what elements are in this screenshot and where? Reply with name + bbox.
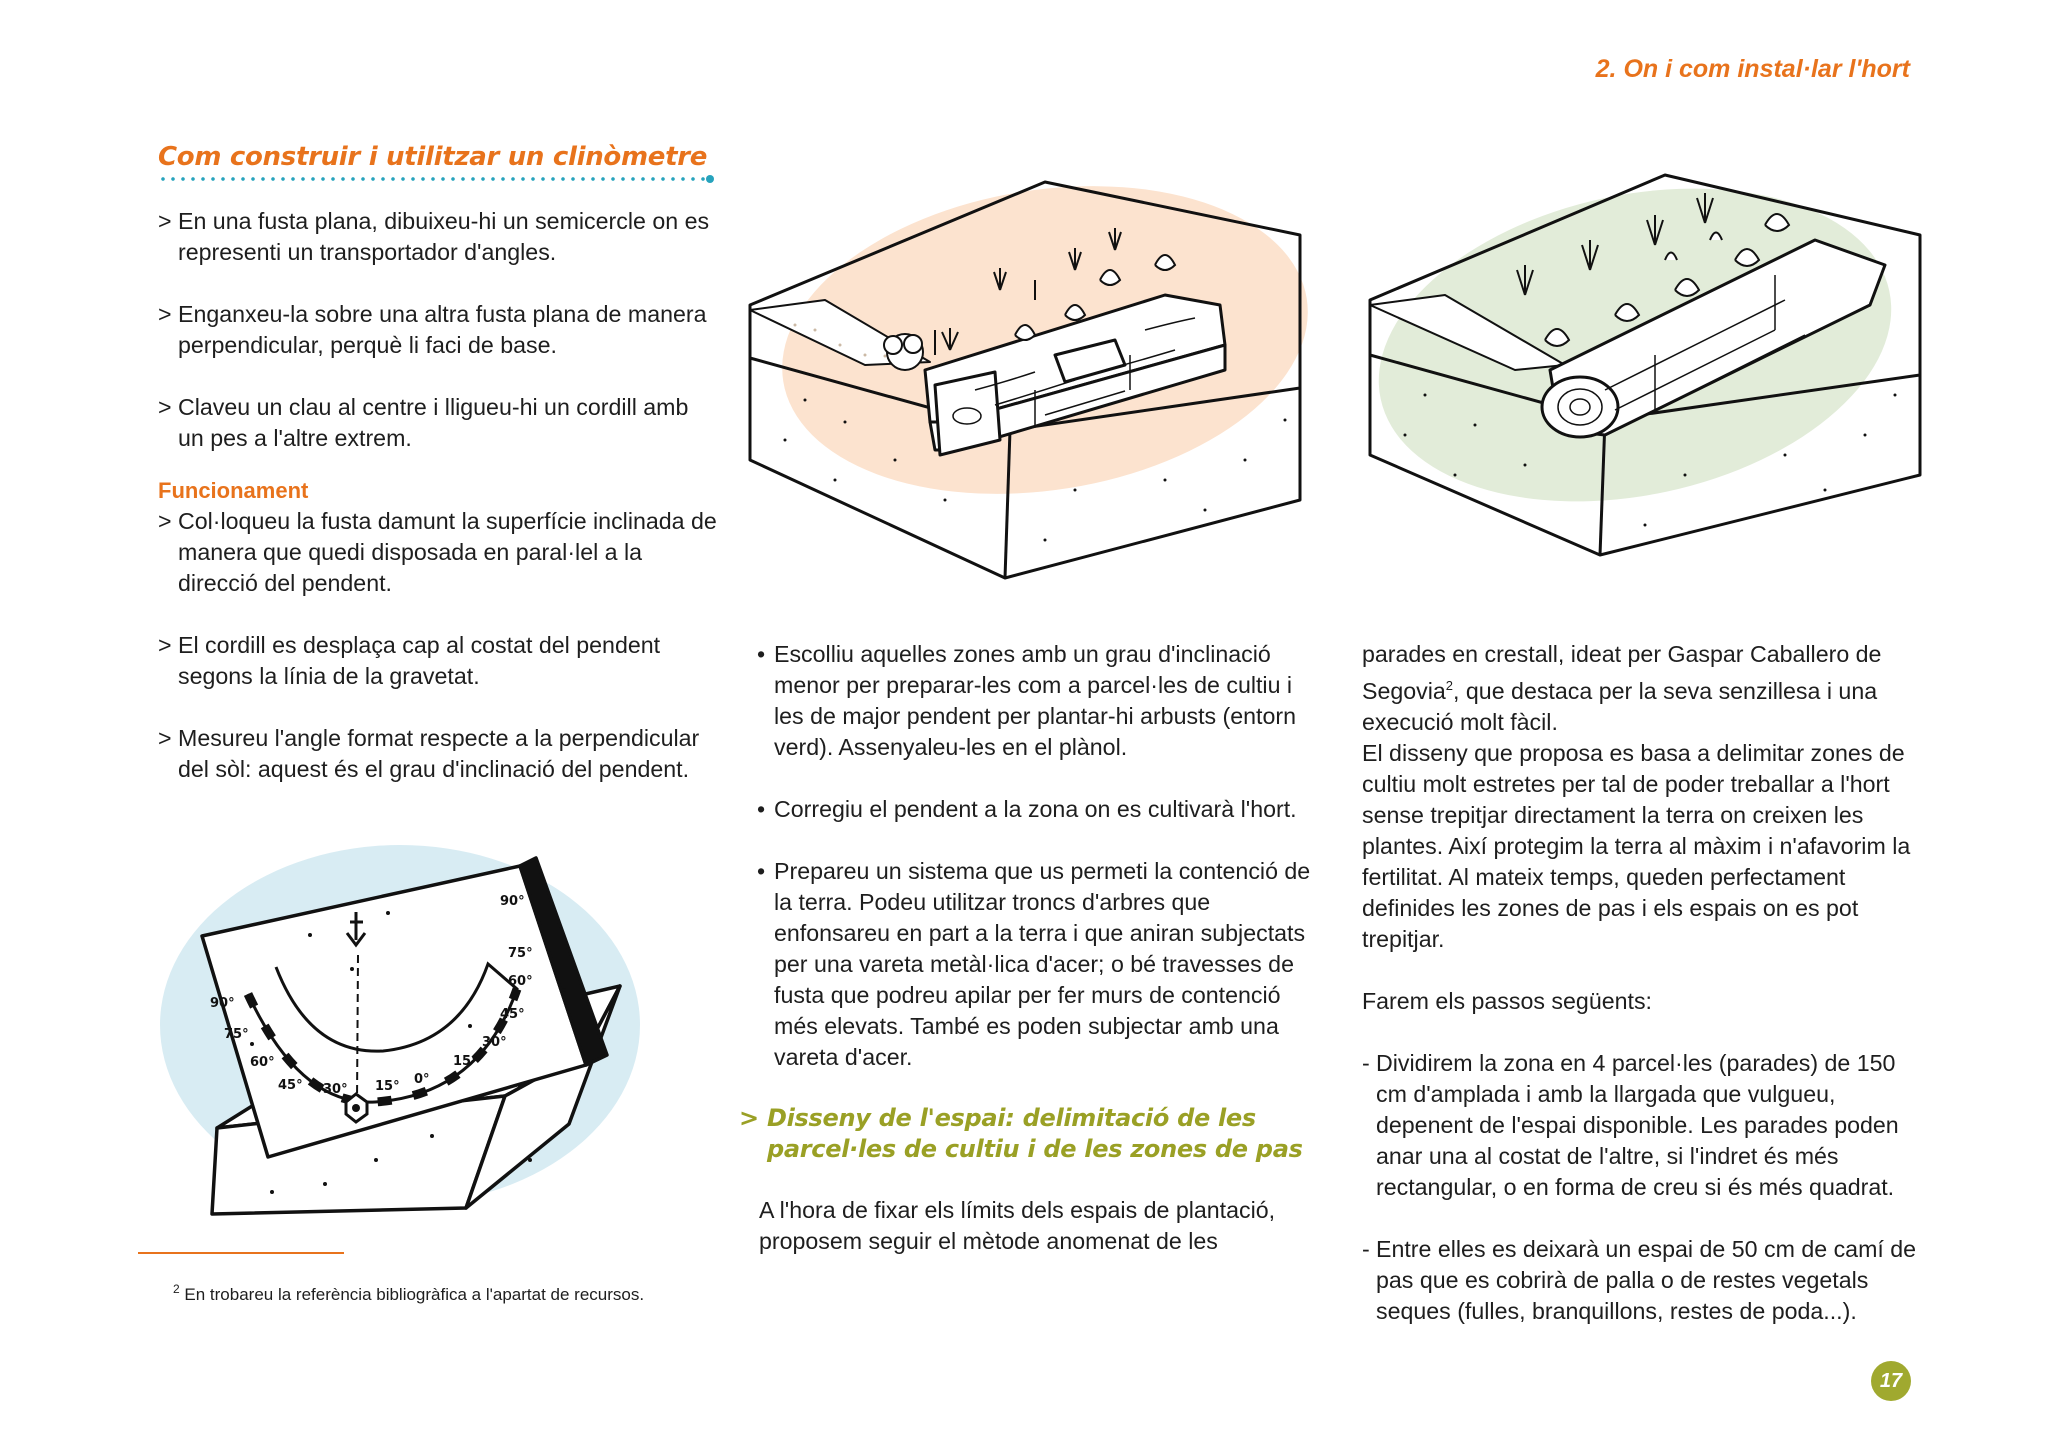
dash-item: - Dividirem la zona en 4 parcel·les (parades) de 150 cm d'amplada i amb la llargada que vulgueu, depenent de l'espai disponible. Les parades poden anar una al costat de l'altre, si l'indret és més rectangular, o en forma de creu si és més quadrat.: [1362, 1050, 1899, 1200]
clinometer-illustration: [120, 840, 680, 1240]
step-item: > Mesureu l'angle format respecte a la perpendicular del sòl: aquest és el grau d'inclinació del pendent.: [158, 725, 700, 782]
steps-intro: Farem els passos següents:: [1362, 988, 1652, 1014]
clinometer-angle-label: 90°: [500, 894, 525, 909]
clinometer-angle-label: 30°: [482, 1035, 507, 1050]
clinometer-angle-label: 45°: [500, 1007, 525, 1022]
bullet-item: • Corregiu el pendent a la zona on es cultivarà l'hort.: [757, 796, 1297, 822]
clinometer-angle-label: 15°: [453, 1054, 478, 1069]
page-number-badge: 17: [1871, 1361, 1911, 1401]
bullet-item: • Prepareu un sistema que us permeti la contenció de la terra. Podeu utilitzar troncs d'arbres que enfonsareu en part a la terra i que aniran subjectats per una vareta metàl·lica d'acer; o bé travesses de fusta que podreu apilar per fer murs de contenció més elevats. També es poden subjectar amb una vareta d'acer.: [757, 858, 1311, 1070]
clinometer-angle-label: 60°: [508, 974, 533, 989]
middle-column: [739, 639, 1317, 1257]
section-title: Com construir i utilitzar un clinòmetre: [158, 142, 708, 172]
clinometer-angle-label: 30°: [323, 1082, 348, 1097]
step-item: > Enganxeu-la sobre una altra fusta plana de manera perpendicular, perquè li faci de base.: [158, 301, 707, 358]
garden-sleepers-illustration: [745, 160, 1310, 580]
step-item: > Col·loqueu la fusta damunt la superfície inclinada de manera que quedi disposada en paral·lel a la direcció del pendent.: [158, 508, 717, 596]
footnote-rule: [138, 1252, 344, 1254]
step-item: > En una fusta plana, dibuixeu-hi un semicercle on es representi un transportador d'angles.: [158, 208, 710, 265]
dash-item: - Entre elles es deixarà un espai de 50 cm de camí de pas que es cobrirà de palla o de restes vegetals seques (fulles, branquillons, restes de poda...).: [1362, 1236, 1917, 1324]
design-paragraph: El disseny que proposa es basa a delimitar zones de cultiu molt estretes per tal de poder treballar a l'hort sense trepitjar directament la terra on creixen les plantes. Així protegim la terra al màxim i n'afavorim la fertilitat. Al mateix temps, queden perfectament definides les zones de pas i els espais on es pot trepitjar.: [1362, 740, 1911, 952]
running-header: 2. On i com instal·lar l'hort: [1595, 55, 1910, 83]
clinometer-angle-label: 0°: [414, 1072, 430, 1087]
bullet-item: • Escolliu aquelles zones amb un grau d'inclinació menor per preparar-les com a parcel·les de cultiu i les de major pendent per plantar-hi arbusts (entorn verd). Assenyaleu-les en el plànol.: [757, 641, 1297, 760]
clinometer-angle-label: 60°: [250, 1055, 275, 1070]
clinometer-angle-label: 15°: [375, 1079, 400, 1094]
step-item: > Claveu un clau al centre i lligueu-hi un cordill amb un pes a l'altre extrem.: [158, 394, 689, 451]
continuation-paragraph: parades en crestall, ideat per Gaspar Caballero de Segovia$^2$, que destaca per la seva senzillesa i una execució molt fàcil.: [1362, 641, 1882, 735]
footnote: $^2$ En trobareu la referència bibliogràfica a l'apartat de recursos.: [173, 1282, 645, 1304]
garden-log-illustration: [1365, 145, 1925, 565]
clinometer-angle-label: 75°: [224, 1027, 249, 1042]
subheading: > Disseny de l'espai: delimitació de les parcel·les de cultiu i de les zones de pas: [739, 1104, 1303, 1163]
left-column: [158, 206, 718, 785]
right-column: [1362, 639, 1922, 1327]
dotted-underline: [158, 176, 708, 182]
funcionament-heading: Funcionament: [158, 478, 309, 503]
intro-paragraph: A l'hora de fixar els límits dels espais de plantació, proposem seguir el mètode anomenat de les: [759, 1197, 1276, 1254]
clinometer-angle-label: 45°: [278, 1078, 303, 1093]
clinometer-angle-label: 90°: [210, 996, 235, 1011]
step-item: > El cordill es desplaça cap al costat del pendent segons la línia de la gravetat.: [158, 632, 661, 689]
clinometer-angle-label: 75°: [508, 946, 533, 961]
